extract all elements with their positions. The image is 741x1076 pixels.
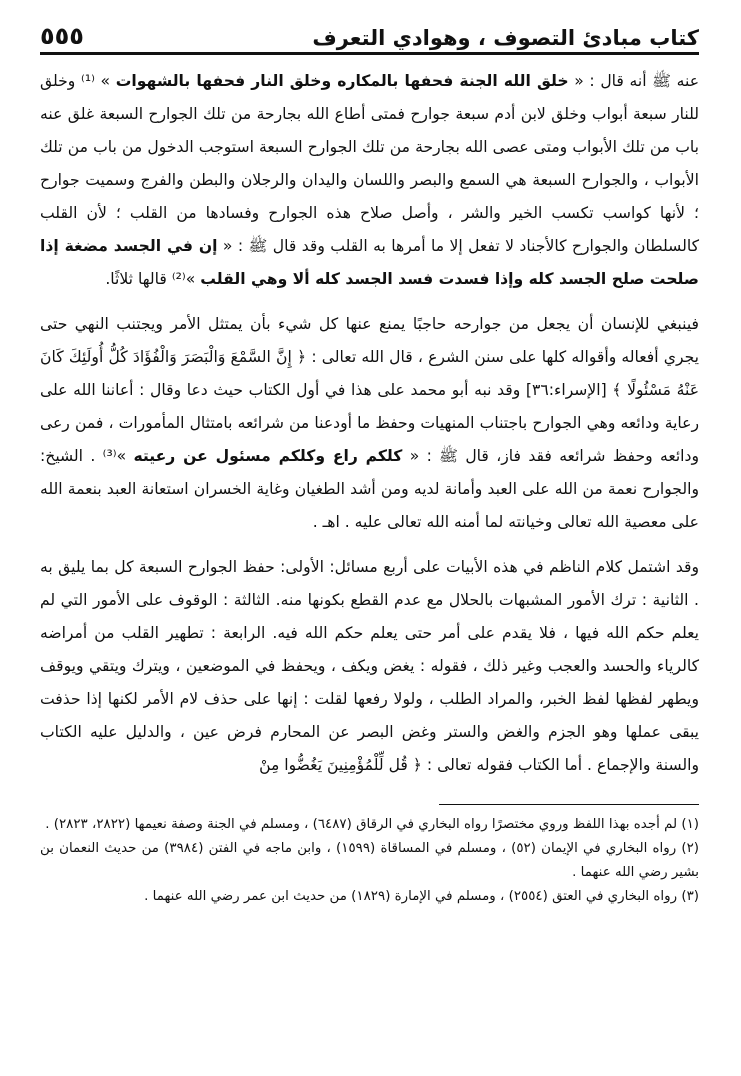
paragraph [40,65,699,296]
text-segment: » ⁽¹⁾ وخلق للنار سبعة أبواب وخلق لابن أدم سبعة جوارح فمتى أطاع الله بجارحة من تلك الجوارح السبعة غلق عنه باب من تلك الأبواب ومتى عصى الله بجارحة من تلك الجوارح السبعة استوجب الدخول من باب من تلك الأبواب ، والجوارح السبعة هي السمع والبصر واللسان واليدان والرجلان والبطن والفرج وسميت جوارح ؛ لأنها كواسب تكسب الخير والشر ، وأصل صلاح هذه الجوارح وفسادها من القلب ؛ لأن القلب كالسلطان والجوارح كالأجناد لا تفعل إلا ما أمرها به القلب وقد قال ﷺ : « [40,72,699,255]
paragraph [40,308,699,539]
footnote: (٢) رواه البخاري في الإيمان (٥٢) ، ومسلم في المساقاة (١٥٩٩) ، وابن ماجه في الفتن (٣٩٨٤) من حديث النعمان بن بشير رضي الله عنهما . [40,841,700,880]
page-header [40,14,699,55]
text-segment: »⁽³⁾ . الشيخ: والجوارح نعمة من الله على العبد وأمانة لديه ومن أشد الطغيان وغاية الخسران استعانة العبد بنعمة الله على معصية الله تعالى وخيانته لما أمنه الله تعالى عليه . اهـ . [40,447,699,531]
text-segment: عنه ﷺ أنه قال : « [568,72,700,90]
main-text [40,65,699,782]
page-number: ٥٥٥ [40,22,84,50]
hadith-quote: كلكم راع وكلكم مسئول عن رعيته [133,447,403,465]
paragraph [40,551,699,782]
hadith-quote: إن في الجسد مضغة إذا صلحت صلح الجسد كله وإذا فسدت فسد الجسد كله ألا وهي القلب [40,237,699,288]
footnote: (٣) رواه البخاري في العتق (٢٥٥٤) ، ومسلم في الإمارة (١٨٢٩) من حديث ابن عمر رضي الله عنهما . [144,889,699,904]
footnote-divider [439,804,699,805]
book-title: كتاب مبادئ التصوف ، وهوادي التعرف [312,26,699,50]
hadith-quote: خلق الله الجنة فحفها بالمكاره وخلق النار فحفها بالشهوات [115,72,569,90]
text-segment: وقد اشتمل كلام الناظم في هذه الأبيات على أربع مسائل: الأولى: حفظ الجوارح السبعة كل بما يليق به . الثانية : ترك الأمور المشبهات بالحلال مع عدم القطع بكونها منه. الثالثة : الوقوف على الأمور التي لم يعلم حكم الله فيها ، فلا يقدم على أمر حتى يعلم حكم الله فيه. الرابعة : تطهير القلب من أمراضه كالرياء والحسد والعجب وغير ذلك ، فقوله : يغض ويكف ، ويحفظ في الموضعين ، ويترك ويتقي ويوقف ويطهر لفظها لفظ الخبر، والمراد الطلب ، ولولا رفعها لقلت : إنها على حذف لام الأمر لكنها إذا حذفت يبقى عملها وهو الجزم والغض والستر وغض البصر عن المحارم فرض عين ، والدليل عليه الكتاب والسنة والإجماع . أما الكتاب فقوله تعالى : ﴿ قُل لِّلْمُؤْمِنِينَ يَغُضُّوا مِنْ [40,558,699,774]
text-segment: فينبغي للإنسان أن يجعل من جوارحه حاجبًا يمنع عنها كل شيء بأن يمتثل الأمر ويجتنب النهي حتى يجري أفعاله وأقواله كلها على سنن الشرع ، قال الله تعالى : ﴿ إِنَّ السَّمْعَ وَالْبَصَرَ وَالْفُؤَادَ كُلُّ أُولَئِكَ كَانَ عَنْهُ مَسْئُولًا ﴾ [الإسراء:٣٦] وقد نبه أبو محمد على هذا في أول الكتاب حيث دعا وقال : أعاننا الله على رعاية ودائعه وهي الجوارح باجتناب المنهيات وحفظ ما أودعنا من شرائعه بامتثال المأمورات ، فمن رعى ودائعه وحفظ شرائعه فقد فاز، قال ﷺ : « [40,315,699,465]
footnotes [40,813,699,909]
footnote: (١) لم أجده بهذا اللفظ وروي مختصرًا رواه البخاري في الرقاق (٦٤٨٧) ، ومسلم في الجنة وصفة نعيمها (٢٨٢٢، ٢٨٢٣) . [45,817,699,832]
text-segment: »⁽²⁾ قالها ثلاثًا. [105,270,201,288]
